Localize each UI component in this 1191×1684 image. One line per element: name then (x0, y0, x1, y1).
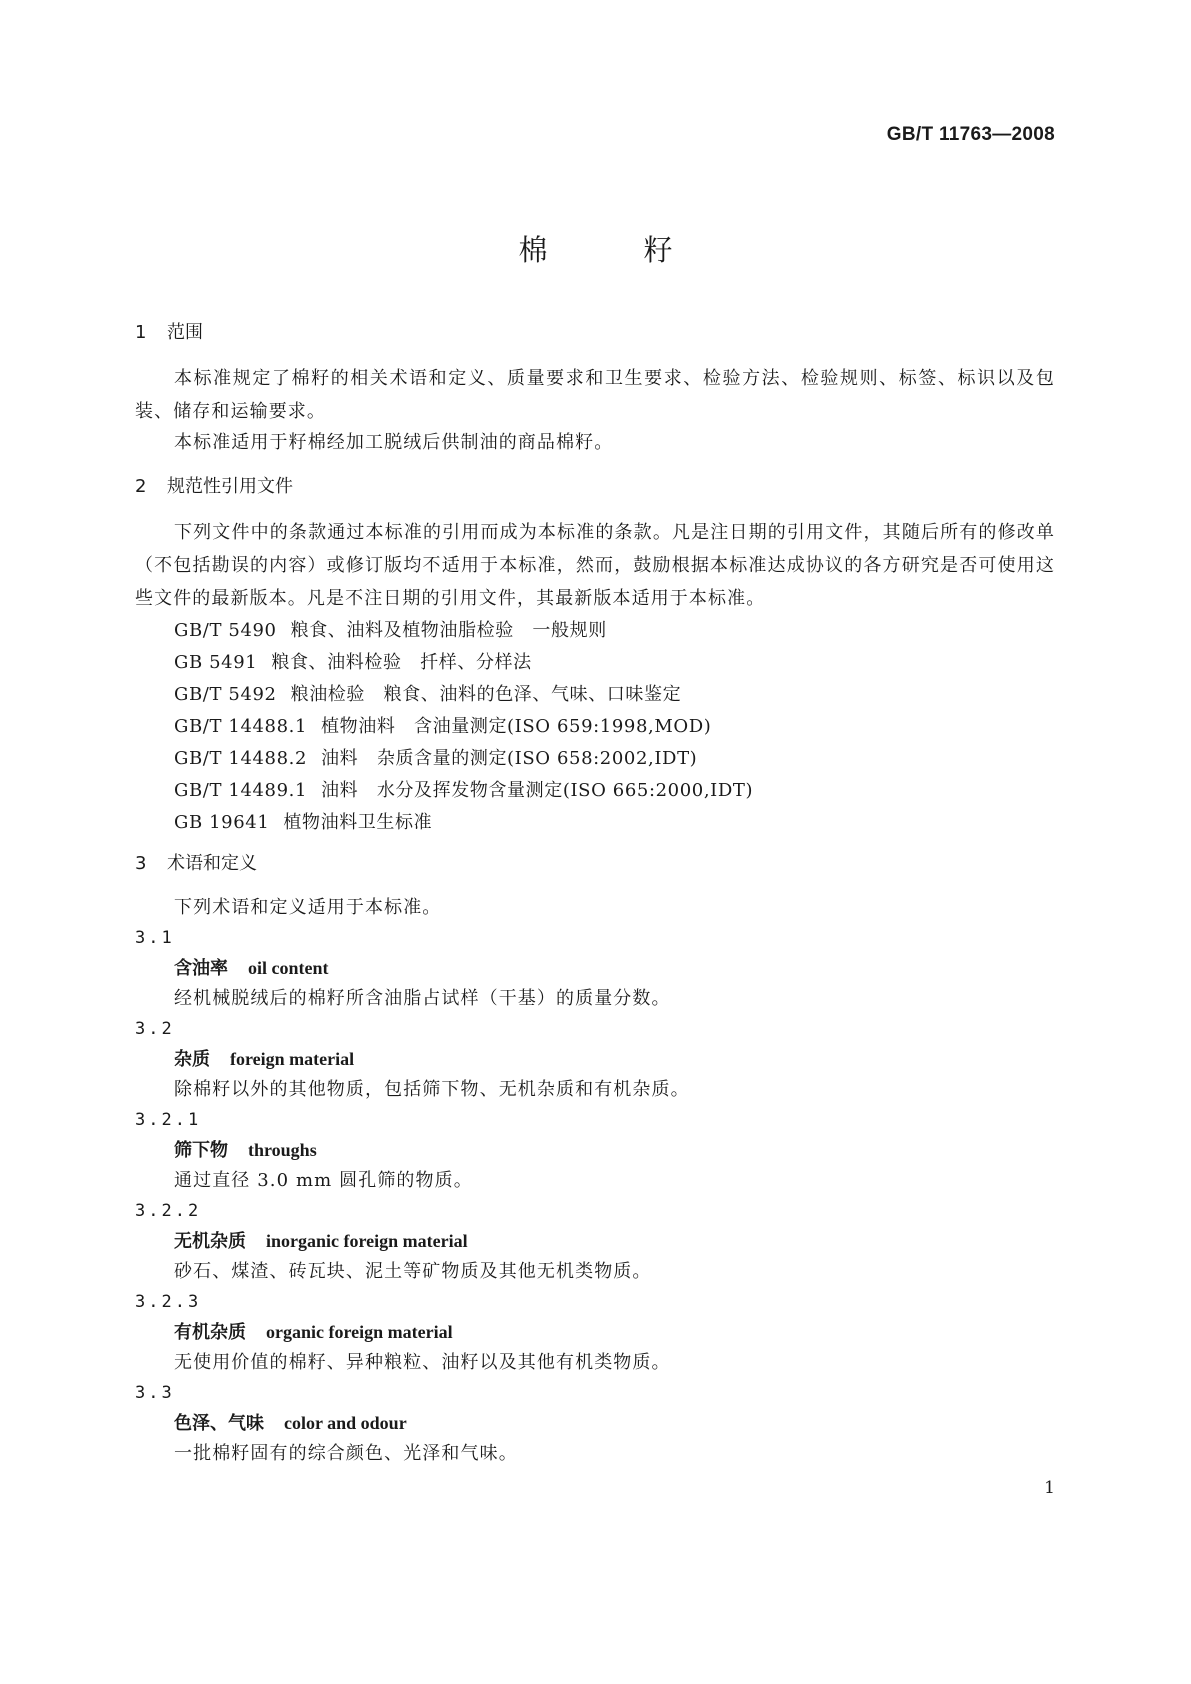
term-name (135, 1226, 1055, 1257)
term-number: 3.2 (135, 1019, 175, 1039)
term-definition: 通过直径 3.0 mm 圆孔筛的物质。 (174, 1170, 473, 1191)
document-title: 棉籽 (518, 233, 769, 267)
reference-code: GB/T 14489.1 (174, 780, 308, 801)
term-definition: 无使用价值的棉籽、异种粮粒、油籽以及其他有机类物质。 (174, 1352, 671, 1373)
section-number: 1 (135, 322, 147, 343)
normative-references-intro: 下列文件中的条款通过本标准的引用而成为本标准的条款。凡是注日期的引用文件，其随后所有的修改单（不包括勘误的内容）或修订版均不适用于本标准，然而，鼓励根据本标准达成协议的各方研究是否可使用这些文件的最新版本。凡是不注日期的引用文件，其最新版本适用于本标准。 (135, 522, 1055, 609)
term-name-zh: 有机杂质 (174, 1322, 246, 1343)
term-name-zh: 无机杂质 (174, 1231, 246, 1252)
reference-title: 粮油检验 粮食、油料的色泽、气味、口味鉴定 (290, 684, 682, 705)
term-definition: 除棉籽以外的其他物质，包括筛下物、无机杂质和有机杂质。 (174, 1079, 690, 1100)
page-number: 1 (1044, 1478, 1055, 1498)
term-number: 3.1 (135, 928, 175, 948)
term-name-zh: 杂质 (174, 1049, 210, 1070)
reference-code: GB 19641 (174, 812, 270, 833)
reference-title: 植物油料 含油量测定(ISO 659:1998,MOD) (321, 716, 712, 737)
reference-title: 粮食、油料及植物油脂检验 一般规则 (290, 620, 607, 641)
section-title: 范围 (167, 322, 203, 343)
reference-item (135, 679, 1055, 711)
term-definition: 砂石、煤渣、砖瓦块、泥土等矿物质及其他无机类物质。 (174, 1261, 652, 1282)
section-1-heading (135, 318, 1055, 348)
reference-item (135, 807, 1055, 839)
term-name (135, 953, 1055, 984)
reference-item (135, 615, 1055, 647)
term-number: 3.2.2 (135, 1201, 202, 1221)
term-name (135, 1135, 1055, 1166)
reference-item (135, 775, 1055, 807)
term-number: 3.2.3 (135, 1292, 202, 1312)
reference-code: GB/T 5492 (174, 684, 277, 705)
section-3-heading (135, 849, 1055, 879)
reference-title: 植物油料卫生标准 (283, 812, 433, 833)
reference-list (135, 615, 1055, 839)
term-name (135, 1044, 1055, 1075)
term-definition: 一批棉籽固有的综合颜色、光泽和气味。 (174, 1443, 518, 1464)
reference-code: GB/T 5490 (174, 620, 277, 641)
scope-paragraph-2: 本标准适用于籽棉经加工脱绒后供制油的商品棉籽。 (174, 432, 614, 453)
terms-intro: 下列术语和定义适用于本标准。 (174, 897, 442, 918)
section-title: 规范性引用文件 (167, 476, 293, 497)
reference-title: 粮食、油料检验 扦样、分样法 (271, 652, 532, 673)
term-number: 3.3 (135, 1383, 175, 1403)
reference-title: 油料 杂质含量的测定(ISO 658:2002,IDT) (321, 748, 698, 769)
term-name-en: throughs (248, 1140, 317, 1160)
section-number: 3 (135, 853, 147, 874)
term-name-en: inorganic foreign material (266, 1231, 468, 1251)
term-name-zh: 筛下物 (174, 1140, 228, 1161)
term-name-zh: 色泽、气味 (174, 1413, 264, 1434)
section-title: 术语和定义 (167, 853, 257, 874)
term-number: 3.2.1 (135, 1110, 202, 1130)
reference-title: 油料 水分及挥发物含量测定(ISO 665:2000,IDT) (321, 780, 754, 801)
standard-code: GB/T 11763—2008 (886, 124, 1055, 145)
term-name-en: organic foreign material (266, 1322, 453, 1342)
term-name-zh: 含油率 (174, 958, 228, 979)
reference-item (135, 743, 1055, 775)
reference-code: GB 5491 (174, 652, 258, 673)
term-name (135, 1408, 1055, 1439)
reference-code: GB/T 14488.2 (174, 748, 308, 769)
reference-item (135, 647, 1055, 679)
section-number: 2 (135, 476, 147, 497)
scope-paragraph-1: 本标准规定了棉籽的相关术语和定义、质量要求和卫生要求、检验方法、检验规则、标签、标识以及包装、储存和运输要求。 (135, 368, 1055, 422)
reference-item (135, 711, 1055, 743)
document-body (135, 318, 1055, 1469)
term-definition: 经机械脱绒后的棉籽所含油脂占试样（干基）的质量分数。 (174, 988, 671, 1009)
term-name-en: foreign material (230, 1049, 355, 1069)
reference-code: GB/T 14488.1 (174, 716, 308, 737)
term-name (135, 1317, 1055, 1348)
term-name-en: oil content (248, 958, 329, 978)
term-name-en: color and odour (284, 1413, 407, 1433)
section-2-heading (135, 472, 1055, 502)
